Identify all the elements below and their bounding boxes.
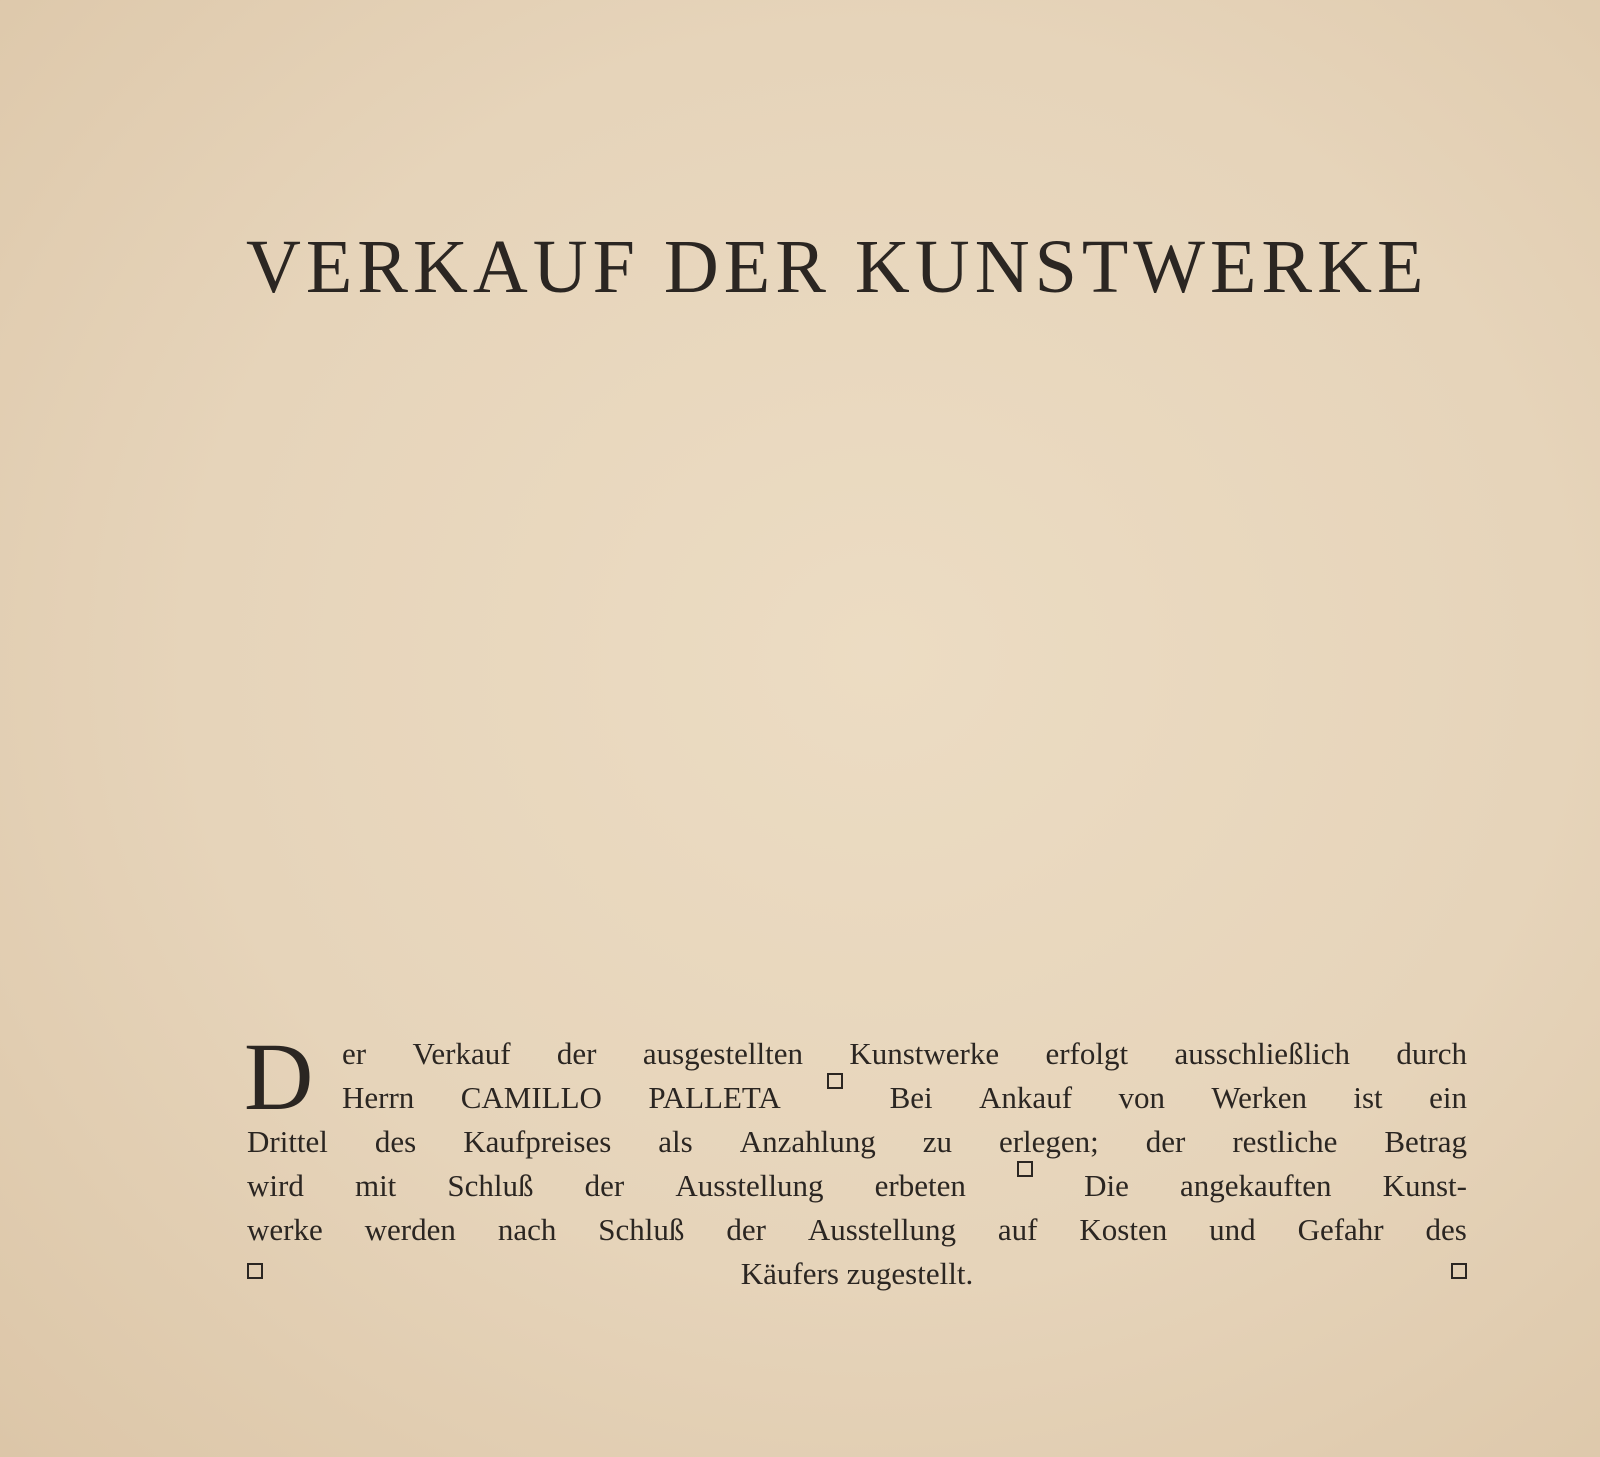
word: und [1209,1212,1256,1247]
word: als [658,1124,693,1159]
word: erbeten [874,1168,966,1203]
word: auf [997,1212,1038,1247]
word: erlegen; [998,1124,1099,1159]
word: zu [922,1124,952,1159]
word: durch [1396,1036,1467,1071]
word: der [556,1036,597,1071]
word: Verkauf [412,1036,511,1071]
word: des [1425,1212,1467,1247]
text-line-5 [247,1208,1467,1252]
word: Kaufpreises [463,1124,612,1159]
word: wird [247,1168,304,1203]
word: ein [1429,1080,1467,1115]
word: Gefahr [1297,1212,1384,1247]
word: Ausstellung [807,1212,956,1247]
word: Herrn [342,1080,415,1115]
word: werke [247,1212,323,1247]
word: werden [364,1212,456,1247]
word: Kunstwerke [849,1036,1000,1071]
sales-notice-paragraph [244,1023,1467,1296]
word: Schluß [447,1168,534,1203]
text-line-6 [247,1252,1467,1296]
page-title: VERKAUF DER KUNSTWERKE [246,225,1429,309]
word: erfolgt [1045,1036,1129,1071]
word: ist [1353,1080,1383,1115]
word: Die [1084,1168,1129,1203]
word: ausschließlich [1174,1036,1351,1071]
word: des [374,1124,417,1159]
text-line-3 [247,1120,1467,1164]
word: der [1145,1124,1186,1159]
word: Schluß [598,1212,685,1247]
text-line-2 [247,1076,1467,1120]
word: Kosten [1079,1212,1168,1247]
word: CAMILLO [460,1080,602,1115]
word: Anzahlung [739,1124,876,1159]
text-line-1 [247,1032,1467,1076]
word: nach [497,1212,557,1247]
word: Bei [889,1080,933,1115]
word: Ausstellung [675,1168,824,1203]
word: ausgestellten [642,1036,803,1071]
word: Ankauf [979,1080,1073,1115]
word: der [726,1212,766,1247]
drop-cap: D [244,1023,314,1130]
square-separator-icon [1017,1161,1033,1177]
square-ornament-icon [247,1263,263,1279]
word: mit [354,1168,397,1203]
square-separator-icon [827,1073,843,1089]
word: Kunst- [1382,1168,1467,1203]
word: restliche [1232,1124,1338,1159]
word: von [1118,1080,1165,1115]
word: Werken [1211,1080,1307,1115]
word: Betrag [1384,1124,1467,1159]
word: angekauften [1180,1168,1332,1203]
word: der [584,1168,625,1203]
word: Drittel [247,1124,328,1159]
closing-text: Käufers zugestellt. [740,1256,974,1291]
word: PALLETA [648,1080,781,1115]
word: er [342,1036,367,1071]
text-line-4 [247,1164,1467,1208]
square-ornament-icon [1451,1263,1467,1279]
